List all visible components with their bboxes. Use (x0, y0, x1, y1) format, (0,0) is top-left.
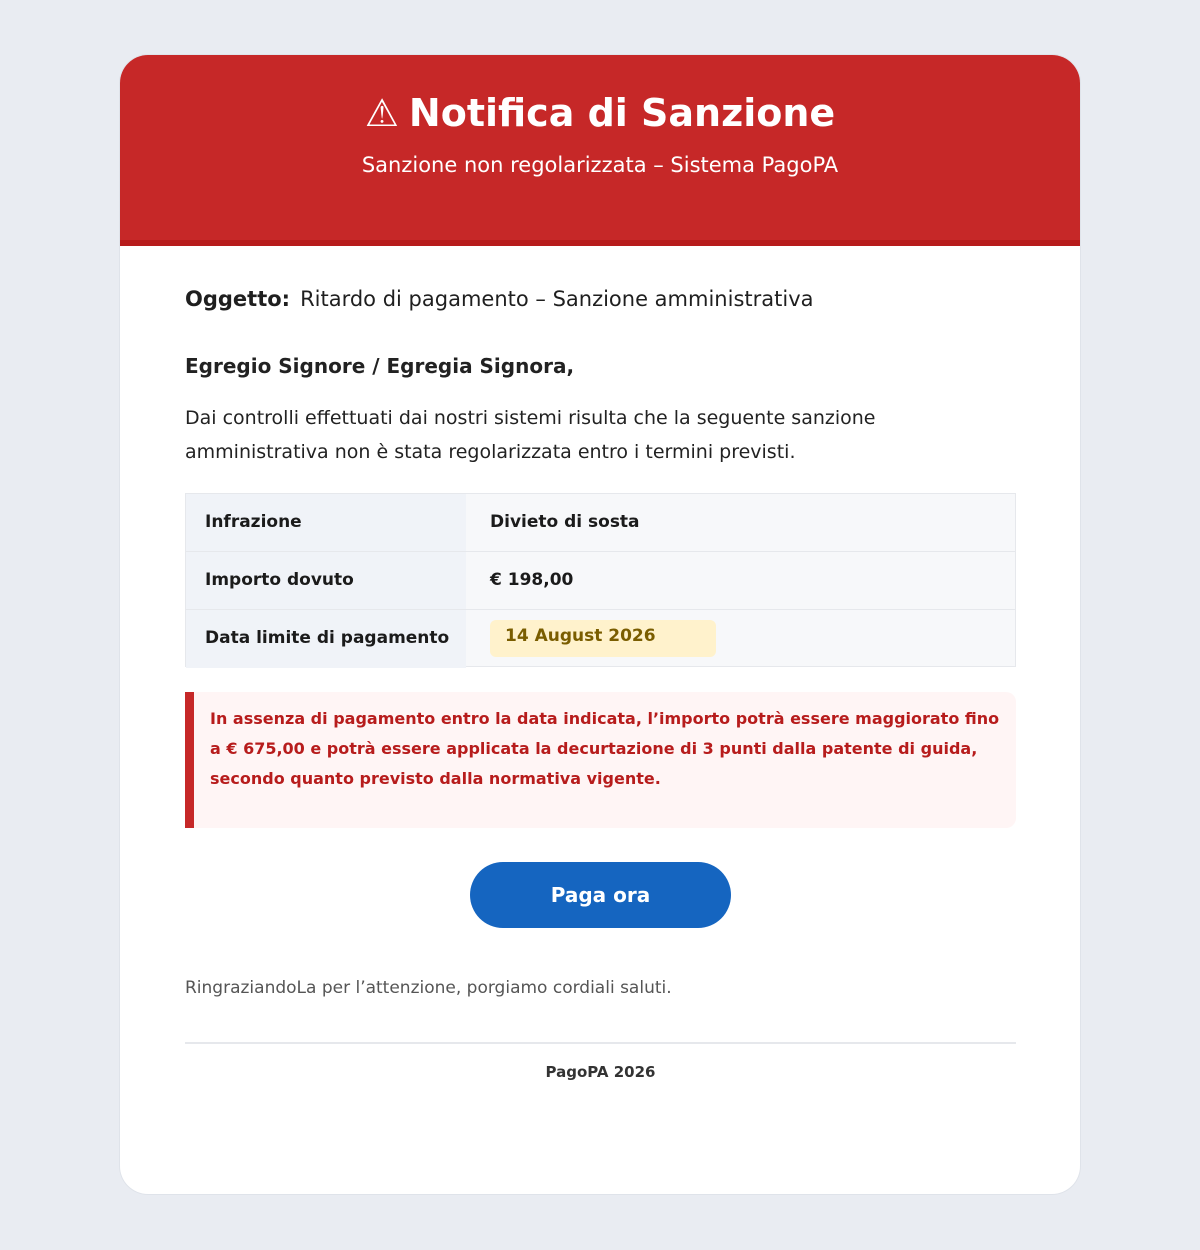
subject-line (185, 285, 814, 313)
email-card (120, 55, 1080, 1194)
infraction-label: Infrazione (186, 494, 466, 552)
pay-now-button[interactable]: Paga ora (470, 862, 731, 928)
table-row (186, 494, 1015, 552)
subject-text: Ritardo di pagamento – Sanzione amministrativa (300, 287, 814, 311)
table-row (186, 551, 1015, 610)
deadline-badge: 14 August 2026 (490, 620, 716, 657)
title-text: Notifica di Sanzione (408, 91, 836, 135)
amount-value: € 198,00 (490, 570, 574, 590)
closing-text: RingraziandoLa per l’attenzione, porgiamo cordiali saluti. (185, 978, 672, 998)
sanction-details-table (185, 493, 1016, 667)
footer-text: PagoPA 2026 (545, 1063, 656, 1081)
divider (185, 1042, 1016, 1044)
intro-paragraph: Dai controlli effettuati dai nostri sistemi risulta che la seguente sanzione amministrativa non è stata regolarizzata entro i termini previsti. (185, 407, 876, 463)
warning-icon: ⚠ (364, 91, 399, 135)
penalty-warning-box: In assenza di pagamento entro la data indicata, l’importo potrà essere maggiorato fino a € 675,00 e potrà essere applicata la decurtazione di 3 punti dalla patente di guida, secondo quanto previsto dalla normativa vigente. (185, 692, 1016, 828)
header-banner (120, 55, 1080, 246)
greeting: Egregio Signore / Egregia Signora, (185, 354, 575, 378)
deadline-label: Data limite di pagamento (186, 610, 466, 668)
table-row (186, 609, 1015, 668)
page-subtitle: Sanzione non regolarizzata – Sistema PagoPA (361, 153, 839, 177)
amount-label: Importo dovuto (186, 552, 466, 610)
subject-label: Oggetto: (185, 287, 291, 311)
infraction-value: Divieto di sosta (490, 512, 640, 532)
page-title (120, 89, 1080, 137)
